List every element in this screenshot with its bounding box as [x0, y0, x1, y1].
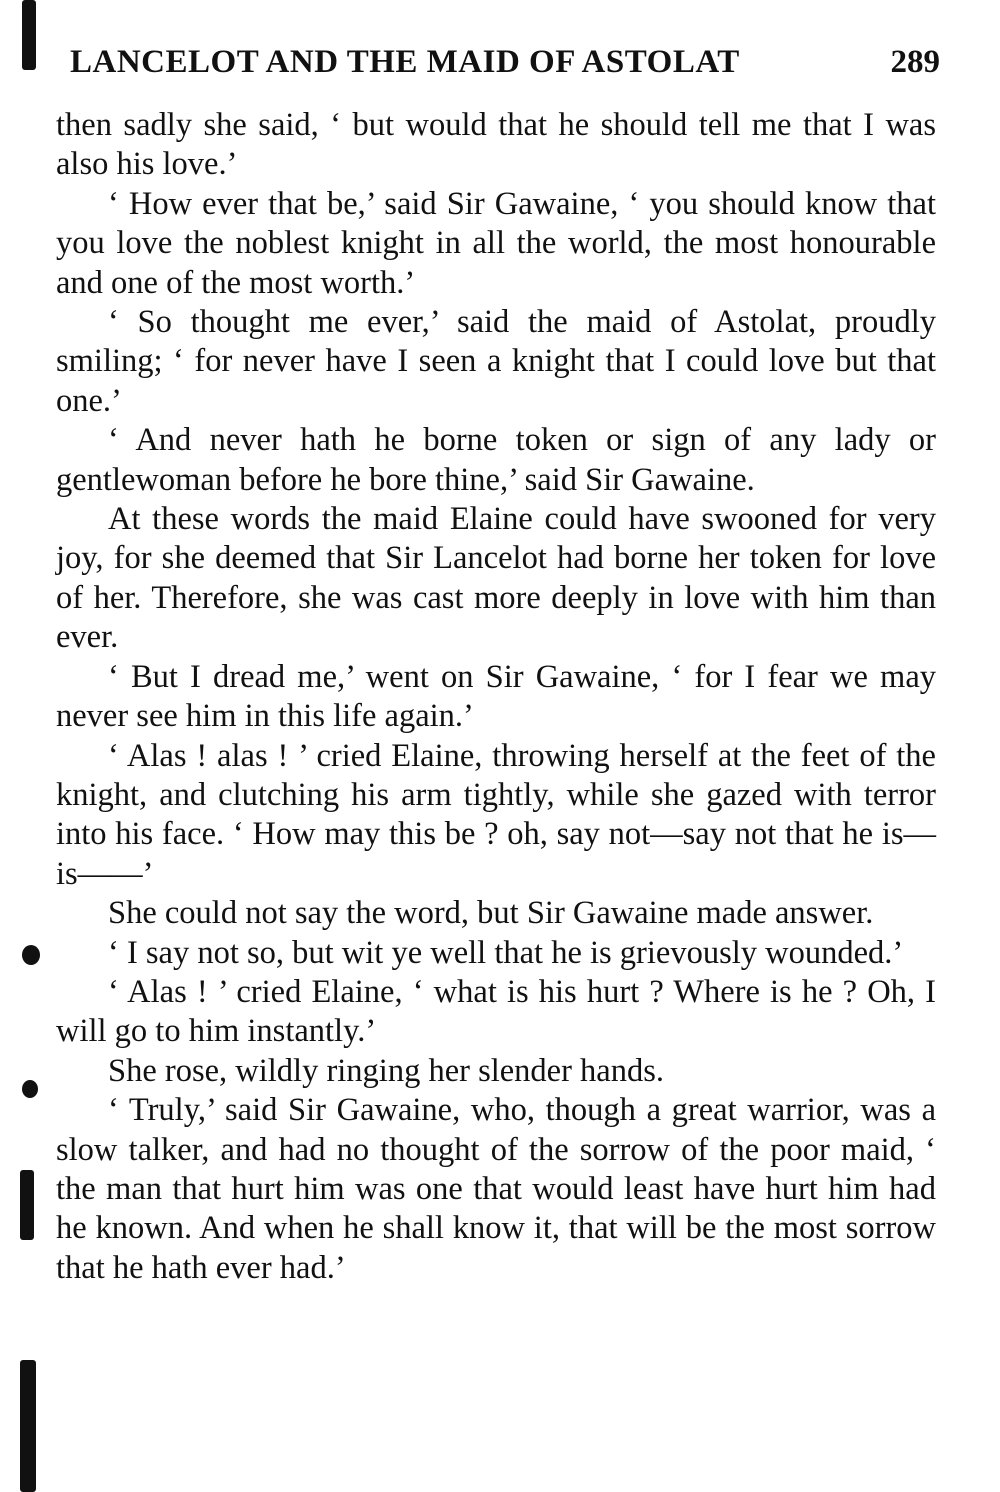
paragraph-12: ‘ Truly,’ said Sir Gawaine, who, though a great warrior, was a slow talker, and had no thought of the sorrow of the poor maid, ‘ the man that hurt him was one that would least have hurt him had he known. And when he shall know it, that will be the most sorrow that he hath ever had.’ [56, 1092, 936, 1286]
paragraph-4: ‘ And never hath he borne token or sign of any lady or gentlewoman before he bore thine,’ said Sir Gawaine. [56, 422, 936, 498]
running-title: LANCELOT AND THE MAID OF ASTOLAT [70, 44, 740, 80]
paragraph-1: then sadly she said, ‘ but would that he should tell me that I was also his love.’ [56, 107, 936, 183]
page-number: 289 [890, 44, 940, 80]
body-text [56, 106, 936, 1288]
paragraph-10: ‘ Alas ! ’ cried Elaine, ‘ what is his hurt ? Where is he ? Oh, I will go to him instantly.’ [56, 973, 936, 1050]
paragraph-11: She rose, wildly ringing her slender hands. [108, 1052, 665, 1089]
page-header [70, 38, 940, 86]
paragraph-5: At these words the maid Elaine could have swooned for very joy, for she deemed that Sir Lancelot had borne her token for love of her. Therefore, she was cast more deeply in love with him than ever. [56, 501, 936, 656]
margin-ink-mark-lower [22, 1080, 38, 1098]
paragraph-6: ‘ But I dread me,’ went on Sir Gawaine, ‘ for I fear we may never see him in this life again.’ [56, 658, 936, 735]
margin-ink-mark-bottom-1 [20, 1170, 34, 1240]
paragraph-9: ‘ I say not so, but wit ye well that he is grievously wounded.’ [108, 934, 904, 971]
paragraph-8: She could not say the word, but Sir Gawaine made answer. [108, 895, 874, 932]
paragraph-3: ‘ So thought me ever,’ said the maid of Astolat, proudly smiling; ‘ for never have I seen a knight that I could love but that one.’ [56, 304, 936, 419]
margin-ink-mark-bottom-2 [20, 1360, 36, 1492]
margin-ink-mark-top [22, 0, 36, 70]
paragraph-7: ‘ Alas ! alas ! ’ cried Elaine, throwing herself at the feet of the knight, and clutching his arm tightly, while she gazed with terror into his face. ‘ How may this be ? oh, say not—say not that he is—is——’ [56, 737, 936, 892]
paragraph-2: ‘ How ever that be,’ said Sir Gawaine, ‘ you should know that you love the noblest knight in all the world, the most honourable and one of the most worth.’ [56, 185, 936, 301]
margin-ink-mark-middle [22, 945, 40, 965]
